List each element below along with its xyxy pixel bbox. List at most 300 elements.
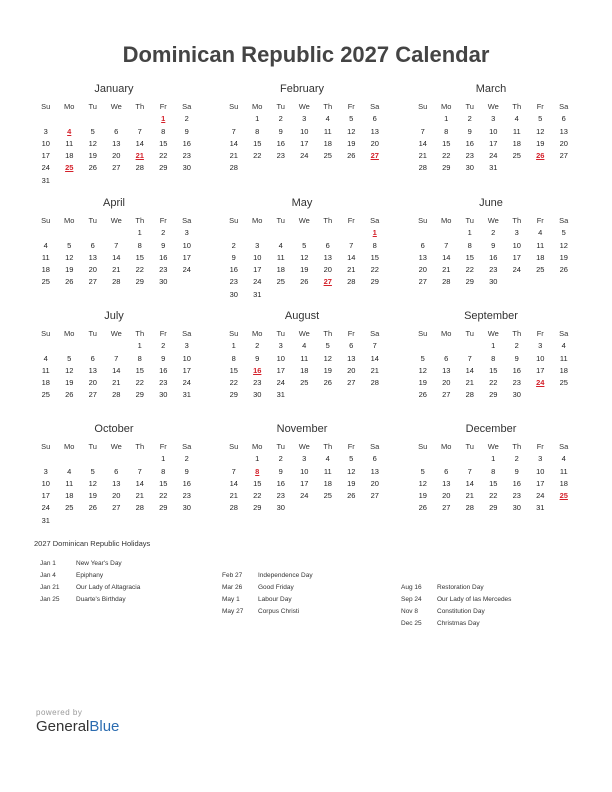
- holiday-column: [401, 582, 511, 630]
- month-name: November: [276, 423, 328, 435]
- empty-day: [269, 227, 293, 239]
- day: 18: [41, 378, 50, 388]
- day: 18: [41, 265, 50, 275]
- month-grid: [222, 215, 386, 301]
- day: 20: [112, 151, 121, 161]
- day: 7: [137, 466, 142, 476]
- day: 6: [114, 466, 119, 476]
- day: 20: [323, 265, 332, 275]
- day: 14: [418, 138, 427, 148]
- day: 14: [442, 252, 451, 262]
- day: 2: [231, 240, 236, 250]
- day: 25: [512, 151, 521, 161]
- day: 28: [465, 503, 474, 513]
- day: 17: [536, 478, 545, 488]
- weekday-header: Su: [418, 329, 428, 338]
- day: 17: [182, 365, 191, 375]
- day: 25: [323, 151, 332, 161]
- day: 24: [276, 378, 285, 388]
- weekday-header: Th: [323, 329, 333, 338]
- day: 10: [253, 252, 262, 262]
- month-name: January: [94, 83, 134, 95]
- weekday-header: Mo: [441, 442, 452, 451]
- weekday-header: We: [110, 442, 122, 451]
- weekday-header: Sa: [370, 329, 380, 338]
- holiday-column: [222, 570, 313, 618]
- day: 12: [418, 365, 427, 375]
- day: 1: [137, 228, 142, 238]
- day: 9: [491, 240, 496, 250]
- day: 5: [90, 126, 95, 136]
- day: 17: [41, 151, 50, 161]
- day: 24: [41, 503, 50, 513]
- day: 18: [65, 491, 74, 501]
- month-october: [34, 423, 198, 527]
- day: 23: [512, 378, 521, 388]
- weekday-header: Su: [229, 102, 239, 111]
- day: 18: [323, 478, 332, 488]
- day: 27: [88, 390, 97, 400]
- weekday-header: Mo: [441, 216, 452, 225]
- day: 6: [444, 353, 449, 363]
- day: 11: [512, 126, 521, 136]
- weekday-header: Th: [323, 102, 333, 111]
- day: 27: [347, 378, 356, 388]
- empty-day: [411, 227, 435, 239]
- month-name: December: [465, 423, 517, 435]
- day: 14: [229, 478, 238, 488]
- day: 4: [561, 454, 566, 464]
- day: 25: [559, 378, 568, 388]
- day: 22: [489, 378, 498, 388]
- weekday-header: Tu: [465, 329, 474, 338]
- day: 22: [159, 151, 168, 161]
- weekday-header: Fr: [159, 442, 167, 451]
- month-name: March: [475, 83, 507, 95]
- day: 18: [512, 138, 521, 148]
- holiday-day: 1: [372, 228, 377, 238]
- day: 26: [88, 163, 97, 173]
- holiday-day: 8: [255, 466, 260, 476]
- day: 23: [465, 151, 474, 161]
- day: 19: [418, 378, 427, 388]
- day: 25: [276, 277, 285, 287]
- day: 11: [41, 365, 50, 375]
- weekday-header: We: [298, 442, 310, 451]
- empty-day: [58, 340, 82, 352]
- day: 4: [43, 240, 48, 250]
- weekday-header: We: [110, 329, 122, 338]
- month-name: September: [464, 310, 518, 322]
- day: 10: [536, 466, 545, 476]
- day: 13: [323, 252, 332, 262]
- day: 14: [465, 365, 474, 375]
- day: 17: [276, 365, 285, 375]
- holiday-date: May 27: [222, 608, 244, 615]
- day: 19: [323, 365, 332, 375]
- day: 14: [135, 478, 144, 488]
- weekday-header: Tu: [465, 442, 474, 451]
- weekday-header: Mo: [252, 216, 263, 225]
- day: 23: [182, 491, 191, 501]
- empty-day: [34, 113, 58, 125]
- holiday-day: 24: [536, 378, 545, 388]
- day: 31: [182, 390, 191, 400]
- day: 23: [159, 378, 168, 388]
- day: 28: [135, 163, 144, 173]
- day: 24: [300, 491, 309, 501]
- day: 15: [465, 252, 474, 262]
- weekday-header: We: [298, 102, 310, 111]
- day: 9: [514, 466, 519, 476]
- day: 29: [442, 163, 451, 173]
- weekday-header: We: [487, 329, 499, 338]
- day: 25: [65, 503, 74, 513]
- day: 4: [278, 240, 283, 250]
- empty-day: [58, 453, 82, 465]
- day: 3: [302, 454, 307, 464]
- empty-day: [58, 113, 82, 125]
- day: 2: [161, 341, 166, 351]
- empty-day: [340, 227, 364, 239]
- holiday-row: [222, 594, 313, 606]
- day: 15: [253, 478, 262, 488]
- day: 30: [276, 503, 285, 513]
- weekday-header: Sa: [559, 442, 569, 451]
- day: 9: [161, 353, 166, 363]
- day: 25: [300, 378, 309, 388]
- day: 19: [300, 265, 309, 275]
- weekday-header: Sa: [182, 216, 192, 225]
- holiday-date: May 1: [222, 596, 240, 603]
- month-grid: [34, 101, 198, 187]
- day: 22: [370, 265, 379, 275]
- day: 13: [88, 252, 97, 262]
- day: 21: [465, 378, 474, 388]
- empty-day: [458, 340, 482, 352]
- day: 16: [465, 138, 474, 148]
- day: 14: [465, 478, 474, 488]
- day: 28: [370, 378, 379, 388]
- day: 28: [112, 390, 121, 400]
- weekday-header: Th: [512, 442, 522, 451]
- month-grid: [222, 328, 386, 402]
- day: 24: [41, 163, 50, 173]
- day: 3: [184, 341, 189, 351]
- day: 10: [276, 353, 285, 363]
- day: 13: [559, 126, 568, 136]
- holiday-name: Constitution Day: [437, 608, 485, 615]
- day: 18: [559, 365, 568, 375]
- day: 27: [442, 503, 451, 513]
- holiday-date: Jan 4: [40, 572, 56, 579]
- day: 4: [561, 341, 566, 351]
- day: 11: [65, 138, 74, 148]
- day: 12: [65, 365, 74, 375]
- day: 7: [231, 466, 236, 476]
- day: 11: [559, 353, 568, 363]
- day: 24: [300, 151, 309, 161]
- day: 15: [489, 365, 498, 375]
- empty-day: [58, 227, 82, 239]
- day: 17: [300, 478, 309, 488]
- holiday-name: Epiphany: [76, 572, 104, 579]
- weekday-header: Fr: [347, 216, 355, 225]
- day: 10: [182, 240, 191, 250]
- weekday-header: Fr: [347, 102, 355, 111]
- empty-day: [105, 340, 129, 352]
- day: 3: [184, 228, 189, 238]
- day: 5: [420, 353, 425, 363]
- holiday-date: Dec 25: [401, 620, 422, 627]
- day: 7: [444, 240, 449, 250]
- month-grid: [411, 328, 575, 402]
- day: 26: [88, 503, 97, 513]
- day: 23: [276, 491, 285, 501]
- holiday-date: Jan 1: [40, 560, 56, 567]
- weekday-header: Su: [418, 216, 428, 225]
- weekday-header: Sa: [559, 216, 569, 225]
- weekday-header: Fr: [159, 102, 167, 111]
- day: 22: [159, 491, 168, 501]
- day: 5: [90, 466, 95, 476]
- month-grid: [34, 328, 198, 402]
- day: 21: [112, 378, 121, 388]
- day: 21: [135, 491, 144, 501]
- weekday-header: We: [298, 216, 310, 225]
- holiday-row: [401, 594, 511, 606]
- day: 8: [137, 353, 142, 363]
- empty-day: [411, 340, 435, 352]
- empty-day: [222, 113, 246, 125]
- day: 3: [302, 114, 307, 124]
- month-name: October: [94, 423, 134, 435]
- weekday-header: Tu: [88, 216, 97, 225]
- day: 16: [182, 478, 191, 488]
- day: 13: [112, 478, 121, 488]
- brand-logo: [36, 708, 119, 735]
- day: 25: [41, 277, 50, 287]
- day: 31: [41, 175, 50, 185]
- holiday-day: 4: [67, 126, 72, 136]
- day: 8: [231, 353, 236, 363]
- day: 23: [512, 491, 521, 501]
- day: 4: [538, 228, 543, 238]
- day: 11: [323, 126, 332, 136]
- day: 4: [43, 353, 48, 363]
- day: 6: [114, 126, 119, 136]
- day: 6: [90, 240, 95, 250]
- day: 22: [465, 265, 474, 275]
- month-august: [222, 310, 386, 402]
- weekday-header: Fr: [159, 216, 167, 225]
- day: 6: [325, 240, 330, 250]
- day: 26: [347, 491, 356, 501]
- day: 30: [465, 163, 474, 173]
- day: 18: [300, 365, 309, 375]
- day: 9: [467, 126, 472, 136]
- day: 30: [182, 163, 191, 173]
- day: 21: [370, 365, 379, 375]
- weekday-header: Fr: [536, 329, 544, 338]
- day: 5: [349, 114, 354, 124]
- day: 5: [349, 454, 354, 464]
- empty-day: [81, 227, 105, 239]
- day: 10: [182, 353, 191, 363]
- day: 5: [561, 228, 566, 238]
- day: 13: [442, 478, 451, 488]
- day: 3: [514, 228, 519, 238]
- month-april: [34, 197, 198, 289]
- weekday-header: Mo: [64, 329, 75, 338]
- day: 14: [112, 252, 121, 262]
- day: 11: [559, 466, 568, 476]
- day: 28: [418, 163, 427, 173]
- weekday-header: Fr: [347, 329, 355, 338]
- day: 2: [467, 114, 472, 124]
- day: 20: [112, 491, 121, 501]
- day: 25: [536, 265, 545, 275]
- day: 8: [491, 466, 496, 476]
- day: 20: [88, 265, 97, 275]
- day: 1: [444, 114, 449, 124]
- day: 2: [161, 228, 166, 238]
- holiday-name: Restoration Day: [437, 584, 484, 591]
- day: 14: [229, 138, 238, 148]
- holiday-row: [401, 582, 511, 594]
- day: 18: [65, 151, 74, 161]
- weekday-header: Tu: [276, 442, 285, 451]
- weekday-header: Sa: [182, 329, 192, 338]
- day: 19: [559, 252, 568, 262]
- day: 23: [182, 151, 191, 161]
- day: 3: [538, 454, 543, 464]
- day: 21: [465, 491, 474, 501]
- day: 1: [467, 228, 472, 238]
- holiday-day: 27: [323, 277, 332, 287]
- weekday-header: Tu: [465, 102, 474, 111]
- weekday-header: We: [487, 442, 499, 451]
- weekday-header: Tu: [276, 102, 285, 111]
- weekday-header: Su: [229, 329, 239, 338]
- day: 9: [278, 126, 283, 136]
- day: 7: [231, 126, 236, 136]
- weekday-header: Fr: [347, 442, 355, 451]
- day: 26: [323, 378, 332, 388]
- holiday-row: [40, 594, 140, 606]
- holiday-date: Feb 27: [222, 572, 243, 579]
- day: 12: [536, 126, 545, 136]
- weekday-header: Th: [323, 216, 333, 225]
- month-grid: [411, 101, 575, 175]
- day: 19: [347, 478, 356, 488]
- day: 6: [561, 114, 566, 124]
- holiday-row: [40, 558, 140, 570]
- day: 15: [253, 138, 262, 148]
- weekday-header: Sa: [370, 216, 380, 225]
- day: 27: [370, 491, 379, 501]
- day: 20: [418, 265, 427, 275]
- day: 18: [323, 138, 332, 148]
- day: 8: [444, 126, 449, 136]
- weekday-header: Sa: [370, 102, 380, 111]
- empty-day: [435, 227, 459, 239]
- day: 15: [370, 252, 379, 262]
- month-grid: [222, 441, 386, 515]
- day: 8: [491, 353, 496, 363]
- weekday-header: Su: [41, 442, 51, 451]
- month-name: July: [104, 310, 124, 322]
- day: 17: [536, 365, 545, 375]
- weekday-header: Su: [229, 442, 239, 451]
- day: 28: [112, 277, 121, 287]
- day: 14: [112, 365, 121, 375]
- day: 12: [323, 353, 332, 363]
- day: 26: [418, 503, 427, 513]
- day: 2: [514, 341, 519, 351]
- day: 4: [302, 341, 307, 351]
- day: 29: [135, 277, 144, 287]
- day: 9: [514, 353, 519, 363]
- day: 12: [347, 466, 356, 476]
- day: 13: [418, 252, 427, 262]
- day: 1: [491, 454, 496, 464]
- day: 19: [88, 491, 97, 501]
- day: 19: [347, 138, 356, 148]
- day: 15: [442, 138, 451, 148]
- day: 17: [182, 252, 191, 262]
- month-november: [222, 423, 386, 515]
- day: 3: [491, 114, 496, 124]
- weekday-header: Th: [135, 329, 145, 338]
- empty-day: [128, 453, 152, 465]
- weekday-header: Su: [229, 216, 239, 225]
- holiday-name: Good Friday: [258, 584, 294, 591]
- empty-day: [411, 453, 435, 465]
- day: 24: [536, 491, 545, 501]
- day: 14: [347, 252, 356, 262]
- day: 30: [159, 390, 168, 400]
- weekday-header: Mo: [441, 329, 452, 338]
- month-grid: [34, 215, 198, 289]
- empty-day: [128, 113, 152, 125]
- month-may: [222, 197, 386, 301]
- weekday-header: Th: [135, 102, 145, 111]
- weekday-header: We: [487, 216, 499, 225]
- weekday-header: Th: [512, 102, 522, 111]
- day: 29: [159, 503, 168, 513]
- holiday-day: 25: [65, 163, 74, 173]
- day: 3: [43, 466, 48, 476]
- day: 29: [229, 390, 238, 400]
- day: 20: [442, 491, 451, 501]
- weekday-header: Su: [418, 102, 428, 111]
- day: 5: [538, 114, 543, 124]
- day: 22: [489, 491, 498, 501]
- day: 8: [372, 240, 377, 250]
- weekday-header: We: [298, 329, 310, 338]
- day: 6: [420, 240, 425, 250]
- day: 28: [465, 390, 474, 400]
- day: 3: [538, 341, 543, 351]
- day: 7: [372, 341, 377, 351]
- weekday-header: Su: [41, 329, 51, 338]
- day: 2: [184, 454, 189, 464]
- day: 6: [372, 454, 377, 464]
- holiday-date: Mar 26: [222, 584, 243, 591]
- day: 31: [276, 390, 285, 400]
- day: 8: [467, 240, 472, 250]
